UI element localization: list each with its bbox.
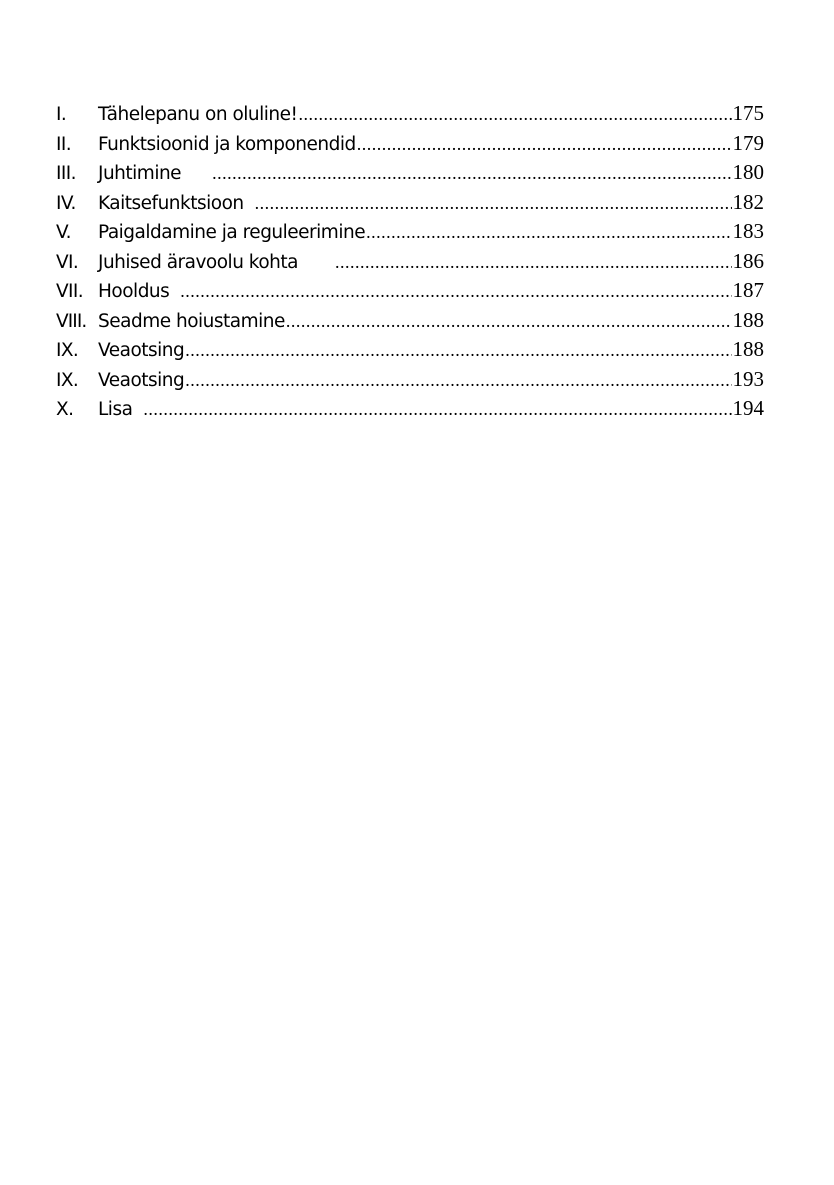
toc-entry-page: 175 [732, 101, 764, 125]
toc-dot-leader [298, 100, 731, 130]
toc-entry-number: VI. [56, 251, 79, 273]
toc-entry-number: IV. [56, 192, 76, 214]
toc-dot-leader [366, 218, 731, 248]
toc-entry-title: Funktsioonid ja komponendid [98, 133, 356, 155]
toc-dot-leader [245, 189, 732, 219]
toc-entry-number: IX. [56, 340, 79, 361]
toc-entry[interactable] [56, 158, 764, 188]
table-of-contents [56, 99, 764, 424]
toc-entry-page: 186 [732, 248, 764, 273]
toc-dot-leader [185, 366, 731, 396]
toc-entry-page: 182 [732, 189, 764, 214]
toc-entry-title: Hooldus [98, 281, 170, 302]
toc-entry-number: VIII. [56, 310, 87, 332]
toc-entry-number: II. [56, 133, 71, 155]
toc-dot-leader [299, 248, 732, 278]
toc-entry-title: Juhised äravoolu kohta [98, 251, 298, 273]
toc-entry[interactable] [56, 188, 764, 218]
toc-entry-title: Paigaldamine ja reguleerimine [98, 222, 366, 243]
toc-entry-page: 188 [732, 307, 764, 332]
toc-entry-page: 187 [732, 278, 764, 302]
toc-entry[interactable] [56, 394, 764, 424]
toc-entry-number: VII. [56, 281, 84, 302]
toc-entry-number: I. [56, 104, 67, 125]
toc-dot-leader [185, 336, 731, 366]
toc-entry[interactable] [56, 276, 764, 306]
toc-entry-number: IX. [56, 369, 79, 391]
toc-entry-title: Lisa [98, 399, 133, 420]
toc-entry[interactable] [56, 335, 764, 365]
toc-entry[interactable] [56, 99, 764, 129]
toc-entry-number: V. [56, 222, 71, 243]
toc-entry-page: 179 [732, 130, 764, 155]
toc-entry-number: X. [56, 399, 74, 420]
toc-dot-leader [182, 159, 731, 189]
toc-entry-title: Seadme hoiustamine [98, 310, 285, 332]
toc-entry-page: 194 [732, 396, 764, 420]
toc-entry-number: III. [56, 163, 76, 184]
toc-dot-leader [170, 277, 731, 307]
toc-entry-title: Veaotsing [98, 369, 185, 391]
toc-entry[interactable] [56, 365, 764, 395]
toc-entry-title: Tähelepanu on oluline! [98, 104, 298, 125]
toc-dot-leader [286, 307, 732, 337]
toc-entry[interactable] [56, 247, 764, 277]
toc-entry[interactable] [56, 306, 764, 336]
toc-entry-title: Kaitsefunktsioon [98, 192, 244, 214]
toc-entry-title: Veaotsing [98, 340, 185, 361]
toc-entry[interactable] [56, 217, 764, 247]
toc-dot-leader [357, 130, 732, 160]
toc-entry-page: 183 [732, 219, 764, 243]
toc-entry-title: Juhtimine [98, 163, 182, 184]
toc-entry-page: 180 [732, 160, 764, 184]
toc-entry[interactable] [56, 129, 764, 159]
toc-dot-leader [133, 395, 731, 425]
toc-entry-page: 188 [732, 337, 764, 361]
toc-entry-page: 193 [732, 366, 764, 391]
